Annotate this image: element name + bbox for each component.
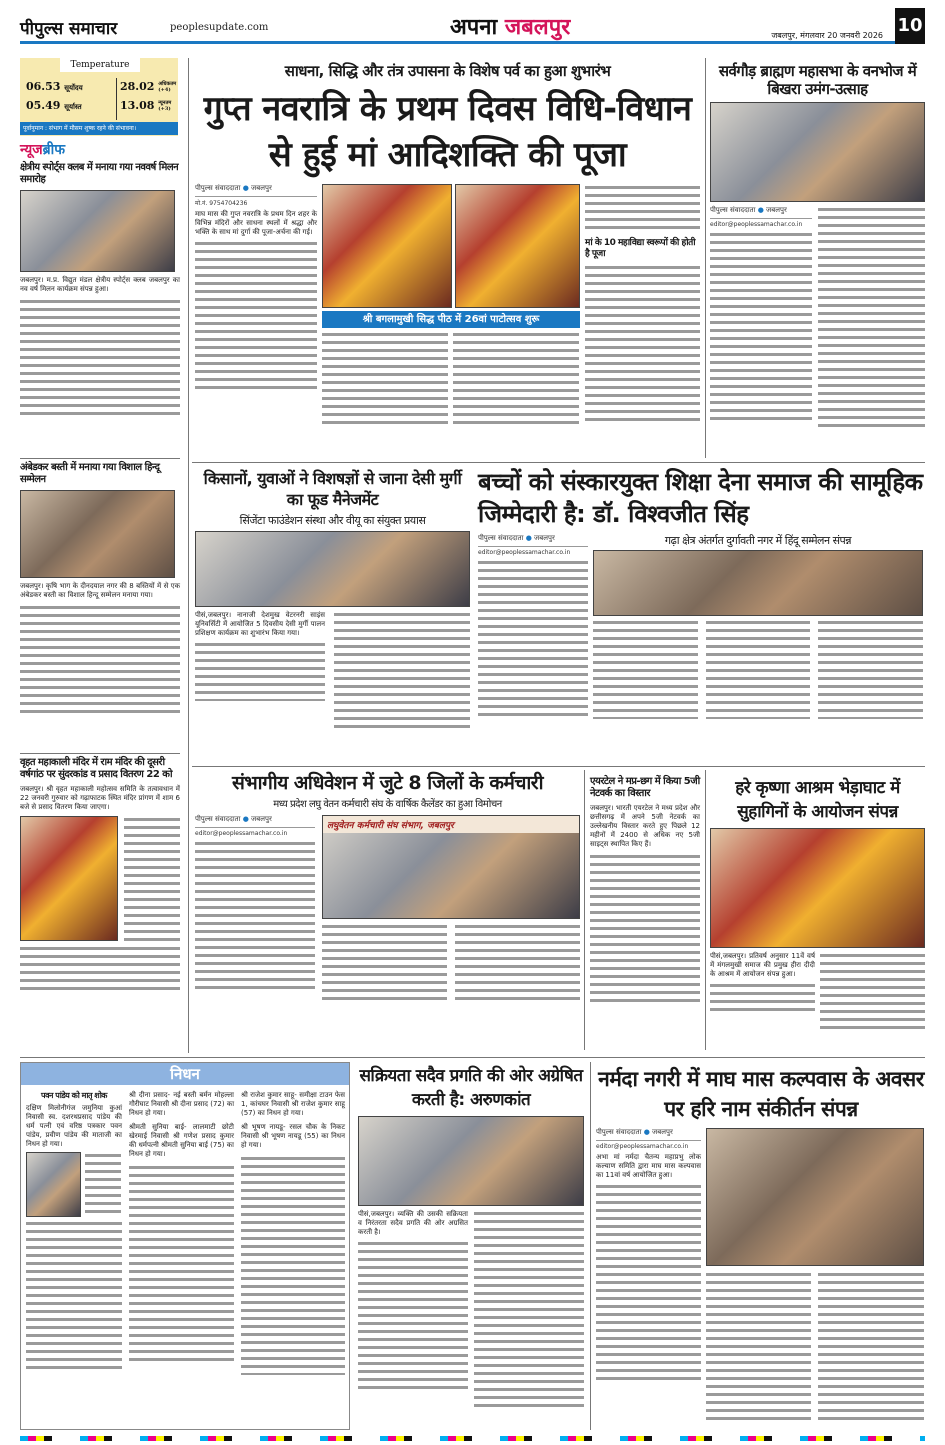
harekrishna-text: पीसं,जबलपुर। प्रतिवर्ष अनुसार 11वें वर्ष में मंगलमुखी समाज की प्रमुख हीरा दीदी के आश्रम में आयोजन संपन्न हुआ। <box>710 952 815 978</box>
brief-headline: क्षेत्रीय स्पोर्ट्स क्लब में मनाया गया नववर्ष मिलन समारोह <box>20 162 179 185</box>
sanskar-email: editor@peoplessamachar.co.in <box>478 546 588 556</box>
kisan-text: पीसं,जबलपुर। नानाजी देशमुख वेटरनरी साइंस यूनिवर्सिटी में आयोजित 5 दिवसीय देसी मुर्गी पालन प्रशिक्षण कार्यक्रम का शुभारंभ किया गया। <box>195 611 325 638</box>
sakriyata-text: पीसं,जबलपुर। व्यक्ति की उसकी सक्रियता व निरंतरता सदैव प्रगति की ओर अग्रसित करती है। <box>358 1210 468 1236</box>
sambhagiya-headline: संभागीय अधिवेशन में जुटे 8 जिलों के कर्मचारी <box>231 772 544 794</box>
max-temp: 28.02 अधिकतम (+4) <box>120 80 177 93</box>
min-temp: 13.08 न्यूनतम (+3) <box>120 99 172 112</box>
kisan-headline: किसानों, युवाओं ने विशषज्ञों से जाना देसी मुर्गी का फूड मैनेजमेंट <box>203 469 462 509</box>
sanskar-subhead: गढ़ा क्षेत्र अंतर्गत दुर्गावती नगर में हिंदू सम्मेलन संपन्न <box>664 534 852 547</box>
harekrishna-photo <box>710 828 925 948</box>
obituary-title: निधन <box>21 1063 349 1085</box>
lead-photo-deity <box>455 184 580 308</box>
news-brief-title: न्यूजब्रीफ <box>20 142 66 158</box>
obituary-item: श्री भूषण नायडू- रसल चौक के निकट निवासी श्री भूषण नायडू (55) का निधन हो गया। <box>241 1123 345 1149</box>
narmada-text: अभा मां नर्मदा चैतन्य महाप्रभु लोक कल्याण समिति द्वारा माघ मास कल्पवास का 11वां वर्ष आयोजित हुआ। <box>596 1153 701 1179</box>
sanskar-photo-crowd <box>593 550 923 616</box>
kisan-photo <box>195 531 470 607</box>
weather-box <box>20 58 178 136</box>
narmada-headline: नर्मदा नगरी में माघ मास कल्पवास के अवसर पर हरि नाम संकीर्तन संपन्न <box>598 1067 924 1121</box>
lead-subhead: मां के 10 महाविद्या स्वरूपों की होती है पूजा <box>585 238 696 259</box>
sunset: 05.49 सूर्यास्त <box>26 99 82 112</box>
lead-text: माघ मास की गुप्त नवरात्रि के प्रथम दिन शहर के विभिन्न मंदिरों और साधना स्थलों में श्रद्धा और भक्ति के साथ मां दुर्गा की पूजा-अर्चना की गई। <box>195 210 317 236</box>
page-number: 10 <box>895 8 925 44</box>
kisan-subhead: सिंजेंटा फाउंडेशन संस्था और वीयू का संयुक्त प्रयास <box>239 514 426 527</box>
brief-text: जबलपुर। श्री वृहत महाकाली महोत्सव समिति के तत्वावधान में 22 जनवरी गुरुवार को गढ़ाफाटक स्थित मंदिर प्रांगण में शाम 6 बजे से प्रसाद वितरण किया जाएगा। <box>20 785 180 811</box>
print-color-bar <box>20 1436 925 1441</box>
section-title: अपना जबलपुर <box>450 15 571 40</box>
sakriyata-photo <box>358 1116 584 1206</box>
obituary-portrait <box>26 1152 81 1217</box>
website-link[interactable]: peoplesupdate.com <box>170 22 269 33</box>
newspaper-logo: पीपुल्स समाचार <box>20 19 118 39</box>
obituary-lead-text: दक्षिण मिलोनीगंज जमुनिया कुआं निवासी स्व. दशरथप्रसाद पांडेय की धर्म पत्नी एवं वरिष्ठ पत्रकार पवन पांडेय, प्रवीण पांडेय की माताजी का निधन हो गया। <box>26 1103 122 1148</box>
brief-photo <box>20 490 175 578</box>
lead-phone: मो.नं. 9754704236 <box>195 196 317 207</box>
weather-title: Temperature <box>60 58 140 72</box>
lead-byline: पीपुल्स संवाददाता ● जबलपुर <box>195 184 272 192</box>
right-top-byline: पीपुल्स संवाददाता ● जबलपुर <box>710 206 787 214</box>
sambhagiya-email: editor@peoplessamachar.co.in <box>195 827 315 837</box>
sanskar-headline: बच्चों को संस्कारयुक्त शिक्षा देना समाज की सामूहिक जिम्मेदारी है: डॉ. विश्वजीत सिंह <box>478 468 923 528</box>
sambhagiya-banner: लघुवेतन कर्मचारी संघ संभाग, जबलपुर <box>323 816 579 833</box>
sambhagiya-photo <box>322 815 580 919</box>
obituary-lead-headline: पवन पांडेय को मातृ शोक <box>41 1091 107 1100</box>
dateline: जबलपुर, मंगलवार 20 जनवरी 2026 <box>771 31 883 40</box>
lead-photo-caption: श्री बगलामुखी सिद्ध पीठ में 26वां पाटोत्सव शुरू <box>322 311 580 328</box>
brief-text: जबलपुर। कृषि भाग के दीनदयाल नगर की 8 बस्तियों में से एक अंबेडकर बस्ती का विशाल हिन्दू सम्मेलन मनाया गया। <box>20 582 180 599</box>
right-top-email: editor@peoplessamachar.co.in <box>710 218 812 228</box>
obituary-item: श्री दीना प्रसाद- नई बस्ती बर्मन मोहल्ला गौरीघाट निवासी श्री दीना प्रसाद (72) का निधन हो गया। <box>129 1091 235 1117</box>
right-top-headline: सर्वगौड़ ब्राह्मण महासभा के वनभोज में बिखरा उमंग-उत्साह <box>718 62 917 98</box>
obituary-box <box>20 1062 350 1430</box>
sanskar-byline: पीपुल्स संवाददाता ● जबलपुर <box>478 534 555 542</box>
lead-kicker: साधना, सिद्धि और तंत्र उपासना के विशेष पर्व का हुआ शुभारंभ <box>284 62 611 80</box>
airtel-text: जबलपुर। भारती एयरटेल ने मध्य प्रदेश और छत्तीसगढ़ में अपने 5जी नेटवर्क का उल्लेखनीय विस्तार करते हुए पिछले 12 महीनों में 2400 से अधिक नए 5जी साइट्स स्थापित किए हैं। <box>590 804 700 848</box>
lead-headline: गुप्त नवरात्रि के प्रथम दिवस विधि-विधान से हुई मां आदिशक्ति की पूजा <box>203 89 692 175</box>
brief-photo <box>20 190 175 272</box>
sambhagiya-byline: पीपुल्स संवाददाता ● जबलपुर <box>195 814 272 823</box>
sakriyata-headline: सक्रियता सदैव प्रगति की ओर अग्रेषित करती है: अरुणकांत <box>359 1066 583 1110</box>
forecast: पूर्वानुमान : संभाग में मौसम शुष्क रहने की संभावना। <box>20 122 178 135</box>
right-top-photo <box>710 102 925 202</box>
harekrishna-headline: हरे कृष्णा आश्रम भेड़ाघाट में सुहागिनों के आयोजन संपन्न <box>735 778 900 822</box>
sunrise: 06.53 सूर्योदय <box>26 80 83 93</box>
lead-photo-priest <box>322 184 452 308</box>
deity-photo <box>20 816 118 941</box>
brief-text: जबलपुर। म.प्र. विद्युत मंडल क्षेत्रीय स्पोर्ट्स क्लब जबलपुर का नव वर्ष मिलन कार्यक्रम संपन्न हुआ। <box>20 276 180 293</box>
obituary-item: श्रीमती सुनिया बाई- लालमाटी छोटी खेरमाई निवासी श्री गणेश प्रसाद कुमार की धर्मपत्नी श्रीमती सुनिया बाई (75) का निधन हो गया। <box>129 1123 234 1158</box>
narmada-byline: पीपुल्स संवाददाता ● जबलपुर <box>596 1128 673 1136</box>
brief-headline: वृहत महाकाली मंदिर में राम मंदिर की दूसरी वर्षगांठ पर सुंदरकांड व प्रसाद वितरण 22 को <box>20 757 173 780</box>
narmada-photo <box>706 1128 924 1266</box>
sambhagiya-subhead: मध्य प्रदेश लघु वेतन कर्मचारी संघ के वार्षिक कैलेंडर का हुआ विमोचन <box>273 798 502 810</box>
narmada-email: editor@peoplessamachar.co.in <box>596 1140 701 1150</box>
airtel-headline: एयरटेल ने मप्र-छग में किया 5जी नेटवर्क का विस्तार <box>590 776 700 799</box>
brief-headline: अंबेडकर बस्ती में मनाया गया विशाल हिन्दू सम्मेलन <box>20 462 160 485</box>
obituary-item: श्री राजेश कुमार साहू- समीक्षा टाउन फेस 1, कांचघर निवासी श्री राजेश कुमार साहू (57) का निधन हो गया। <box>241 1091 345 1117</box>
masthead <box>20 8 925 44</box>
